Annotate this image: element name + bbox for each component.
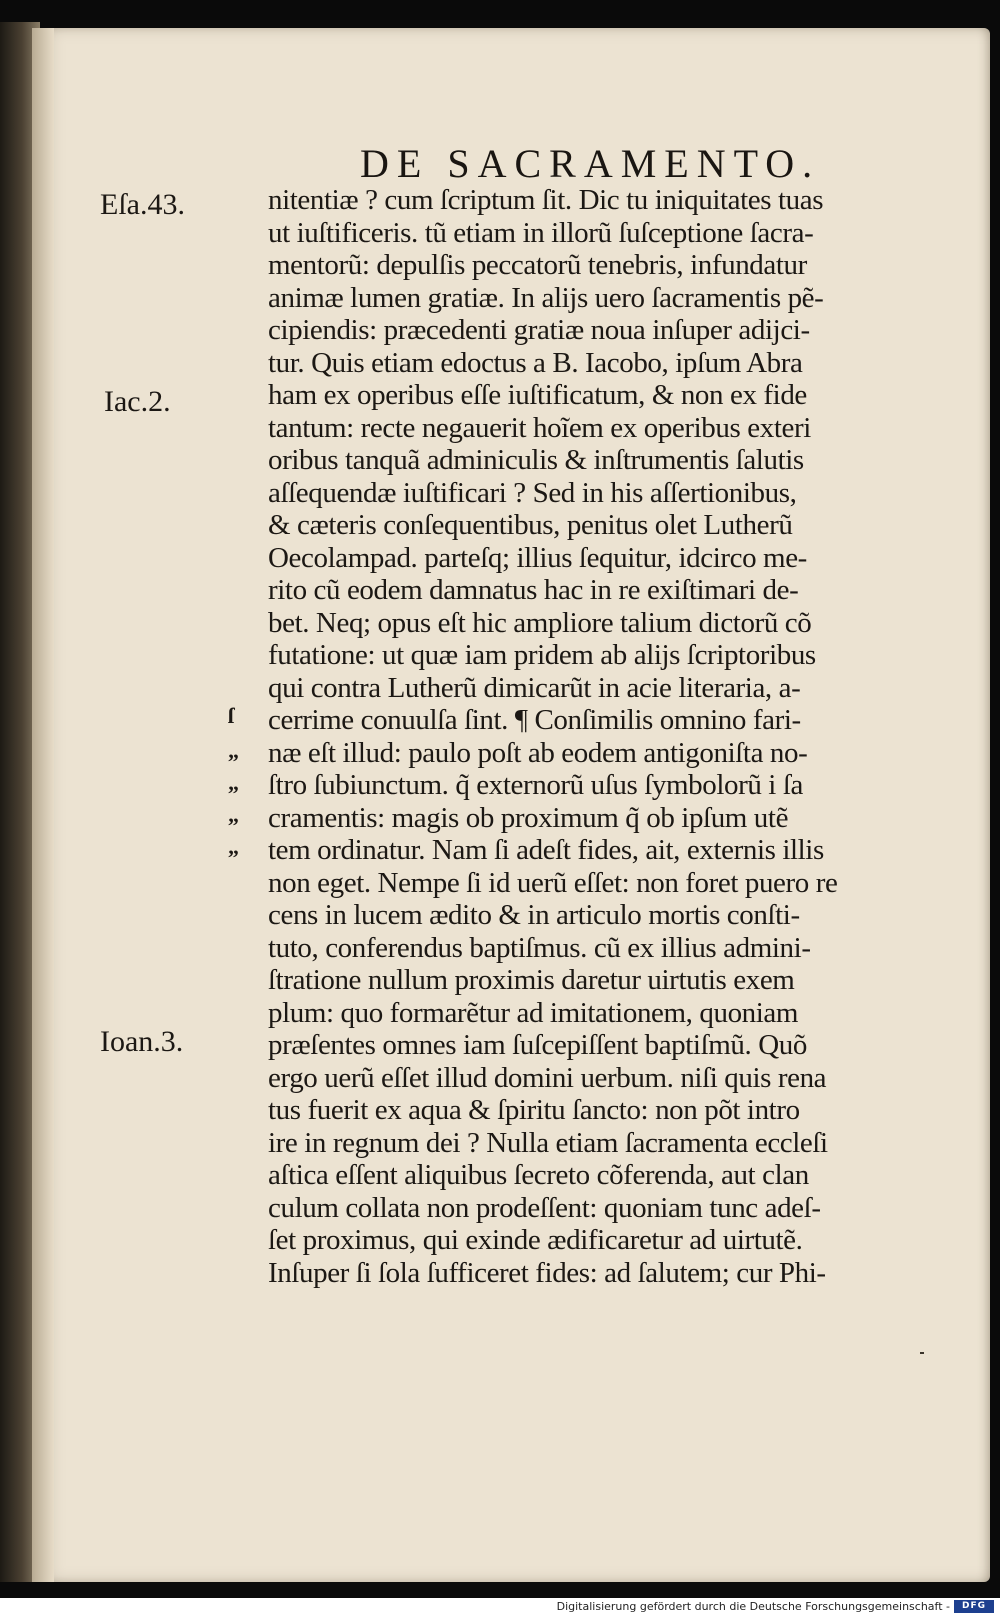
text-line: cens in lucem ædito & in articulo mortis conſti- bbox=[268, 899, 800, 931]
text-line: futatione: ut quæ iam pridem ab alijs ſcriptoribus bbox=[268, 639, 816, 671]
text-line: præſentes omnes iam ſuſcepiſſent baptiſmũ. Quõ bbox=[268, 1029, 807, 1061]
text-line: ſet proximus, qui exinde ædificaretur ad uirtutẽ. bbox=[268, 1224, 803, 1256]
text-line: aſſequendæ iuſtificari ? Sed in his aſſertionibus, bbox=[268, 476, 797, 509]
marginal-note: Iac.2. bbox=[104, 385, 171, 418]
text-line: bet. Neq; opus eſt hic ampliore talium dictorũ cõ bbox=[268, 606, 812, 639]
text-line: tem ordinatur. Nam ſi adeſt fides, ait, externis illis bbox=[268, 834, 824, 866]
text-line: Oecolampad. parteſq; illius ſequitur, idcirco me- bbox=[268, 541, 807, 574]
text-line: qui contra Lutherũ dimicarũt in acie literaria, a- bbox=[268, 671, 801, 704]
text-line: ire in regnum dei ? Nulla etiam ſacramenta eccleſi bbox=[268, 1126, 828, 1159]
text-line: tantum: recte negauerit hoĩem ex operibus exteri bbox=[268, 411, 811, 444]
quote-mark: „ bbox=[228, 770, 239, 795]
text-line: non eget. Nempe ſi id uerũ eſſet: non foret puero re bbox=[268, 866, 838, 899]
text-line: ergo uerũ eſſet illud domini uerbum. niſi quis rena bbox=[268, 1061, 827, 1094]
quote-mark: „ bbox=[228, 738, 239, 763]
text-line: aſtica eſſent aliquibus ſecreto cõferenda, aut clan bbox=[268, 1159, 809, 1191]
text-line: tur. Quis etiam edoctus a B. Iacobo, ipſum Abra bbox=[268, 346, 803, 379]
text-line: rito cũ eodem damnatus hac in re exiſtimari de- bbox=[268, 574, 799, 606]
funding-credit: Digitalisierung gefördert durch die Deutsche Forschungsgemeinschaft - bbox=[556, 1600, 950, 1613]
marginal-note: Ioan.3. bbox=[100, 1025, 184, 1058]
dfg-logo: DFG bbox=[954, 1600, 994, 1613]
text-line: oribus tanquã adminiculis & inſtrumentis ſalutis bbox=[268, 444, 804, 476]
text-line: tuto, conferendus baptiſmus. cũ ex illius admini- bbox=[268, 931, 811, 964]
text-line: ſtratione nullum proximis daretur uirtutis exem bbox=[268, 964, 795, 996]
quote-mark: „ bbox=[228, 834, 239, 859]
text-line: cramentis: magis ob proximum q̃ ob ipſum utẽ bbox=[268, 801, 789, 834]
text-line: ham ex operibus eſſe iuſtificatum, & non ex fide bbox=[268, 379, 807, 411]
text-line: ut iuſtificeris. tũ etiam in illorũ ſuſceptione ſacra- bbox=[268, 216, 814, 249]
quote-mark: „ bbox=[228, 802, 239, 827]
body-text bbox=[268, 184, 948, 1289]
text-line: cerrime conuulſa ſint. ¶ Conſimilis omnino fari- bbox=[268, 704, 801, 736]
text-line: ſtro ſubiunctum. q̃ externorũ uſus ſymbolorũ i ſa bbox=[268, 769, 803, 801]
text-line: plum: quo formarẽtur ad imitationem, quoniam bbox=[268, 996, 799, 1029]
text-line: & cæteris conſequentibus, penitus olet Lutherũ bbox=[268, 509, 793, 541]
text-line: næ eſt illud: paulo poſt ab eodem antigoniſta no- bbox=[268, 736, 808, 769]
text-line: tus fuerit ex aqua & ſpiritu ſancto: non põt intro bbox=[268, 1094, 800, 1126]
text-line: mentorũ: depulſis peccatorũ tenebris, infundatur bbox=[268, 249, 807, 281]
ink-speck bbox=[920, 1352, 924, 1354]
text-line: nitentiæ ? cum ſcriptum ſit. Dic tu iniquitates tuas bbox=[268, 184, 824, 216]
text-line: Inſuper ſi ſola ſufficeret fides: ad ſalutem; cur Phi- bbox=[268, 1256, 826, 1289]
quote-mark: ſ bbox=[228, 703, 235, 728]
marginal-note: Eſa.43. bbox=[100, 188, 185, 221]
text-line: cipiendis: præcedenti gratiæ noua inſuper adijci- bbox=[268, 314, 810, 346]
running-header: DE SACRAMENTO. bbox=[360, 141, 821, 186]
text-line: culum collata non prodeſſent: quoniam tunc adeſ- bbox=[268, 1191, 821, 1224]
page-gutter-shadow bbox=[32, 28, 54, 1582]
text-line: animæ lumen gratiæ. In alijs uero ſacramentis pẽ- bbox=[268, 281, 824, 314]
